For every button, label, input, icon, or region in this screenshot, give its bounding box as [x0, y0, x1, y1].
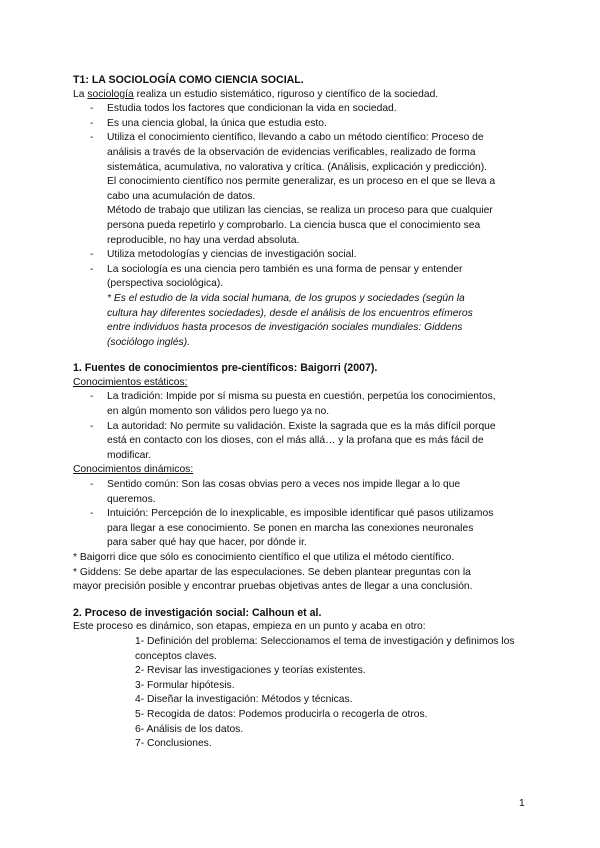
static-knowledge-label: Conocimientos estáticos: [73, 376, 188, 388]
bullet-continuation: Método de trabajo que utilizan las ciencias, se realiza un proceso para que cualquier [107, 205, 493, 217]
note-line: * Baigorri dice que sólo es conocimiento científico el que utiliza el método científico. [73, 552, 455, 563]
bullet-continuation: queremos. [107, 493, 156, 505]
note-line: mayor precisión posible y encontrar pruebas objetivas antes de llegar a una conclusión. [73, 581, 473, 593]
bullet-item [73, 248, 535, 263]
bullet-item [73, 131, 535, 146]
section1-heading: 1. Fuentes de conocimientos pre-científicos: Baigorri (2007). [73, 362, 378, 375]
bullet-text: La sociología es una ciencia pero también es una forma de pensar y entender [107, 263, 463, 275]
intro-pre: La [73, 88, 88, 100]
research-step: 1- Definición del problema: Seleccionamos el tema de investigación y definimos los [135, 635, 515, 647]
document-title: T1: LA SOCIOLOGÍA COMO CIENCIA SOCIAL. [73, 74, 304, 86]
bullet-item [73, 507, 535, 522]
bullet-item [73, 117, 535, 132]
research-step: 4- Diseñar la investigación: Métodos y técnicas. [135, 694, 353, 706]
dash-bullet-marker: - [90, 263, 94, 275]
dynamic-knowledge-list [73, 478, 535, 551]
bullet-continuation: para saber qué hay que hacer, por dónde ir. [107, 537, 307, 549]
bullet-text: Sentido común: Son las cosas obvias pero a veces nos impide llegar a lo que [107, 479, 461, 491]
bullet-continuation: sistemática, acumulativa, no valorativa y crítica. (Análisis, explicación y predicción). [107, 161, 487, 173]
research-step: 5- Recogida de datos: Podemos producirla o recogerla de otros. [135, 708, 428, 720]
bullet-text: Intuición: Percepción de lo inexplicable, es imposible identificar qué pasos utilizamos [107, 508, 494, 520]
bullet-continuation: análisis a través de la observación de evidencias verificables, realizado de forma [107, 146, 476, 158]
dash-bullet-marker: - [90, 117, 94, 129]
giddens-italic-quote [73, 292, 535, 350]
bullet-continuation: está en contacto con los dioses, con el más allá… y la profana que es más fácil de [107, 435, 484, 447]
bullet-continuation: reproducible, no hay una verdad absoluta. [107, 234, 300, 246]
bullet-item [73, 420, 535, 435]
dash-bullet-marker: - [90, 508, 94, 520]
bullet-text: Utiliza metodologías y ciencias de investigación social. [107, 249, 357, 261]
bullet-continuation: El conocimiento científico nos permite generalizar, es un proceso en el que se lleva a [107, 176, 496, 188]
bullet-item [73, 478, 535, 493]
bullet-item [73, 263, 535, 278]
spacer [73, 595, 535, 606]
bullet-continuation: (perspectiva sociológica). [107, 278, 224, 290]
dash-bullet-marker: - [90, 391, 94, 403]
dash-bullet-marker: - [90, 132, 94, 144]
note-line: * Giddens: Se debe apartar de las especulaciones. Se deben plantear preguntas con la [73, 566, 471, 578]
research-step: 7- Conclusiones. [135, 738, 212, 750]
bullet-continuation: persona pueda repetirlo y comprobarlo. La ciencia busca que el conocimiento sea [107, 219, 481, 231]
bullet-text: Estudia todos los factores que condicionan la vida en sociedad. [107, 103, 397, 115]
italic-line: entre individuos hasta procesos de investigación sociales mundiales: Giddens [107, 322, 463, 334]
section2-heading: 2. Proceso de investigación social: Calhoun et al. [73, 606, 322, 619]
italic-line: (sociólogo inglés). [107, 336, 190, 348]
section1-notes [73, 551, 535, 595]
page-number: 1 [519, 798, 525, 809]
static-knowledge-list [73, 390, 535, 463]
section2-intro: Este proceso es dinámico, son etapas, empieza en un punto y acaba en otro: [73, 621, 426, 633]
dash-bullet-marker: - [90, 249, 94, 261]
bullet-item [73, 102, 535, 117]
spacer [73, 350, 535, 361]
research-step: 2- Revisar las investigaciones y teorías existentes. [135, 665, 366, 677]
research-step-continuation: conceptos claves. [135, 650, 217, 662]
bullet-text: Es una ciencia global, la única que estudia esto. [107, 117, 327, 129]
research-steps-list [73, 635, 535, 752]
dash-bullet-marker: - [90, 479, 94, 491]
intro-post: realiza un estudio sistemático, riguroso y científico de la sociedad. [133, 88, 439, 100]
bullet-text: La tradición: Impide por sí misma su puesta en cuestión, perpetúa los conocimientos, [107, 391, 496, 403]
bullet-continuation: para llegar a ese conocimiento. Se ponen en marcha las conexiones neuronales [107, 522, 474, 534]
bullet-continuation: cabo una acumulación de datos. [107, 190, 256, 202]
bullet-continuation: en algún momento son válidos pero luego ya no. [107, 406, 330, 418]
bullet-continuation: modificar. [107, 449, 152, 461]
research-step: 3- Formular hipótesis. [135, 679, 235, 691]
dash-bullet-marker: - [90, 103, 94, 115]
intro-paragraph [73, 88, 535, 103]
dynamic-knowledge-label: Conocimientos dinámicos: [73, 464, 194, 476]
italic-line: * Es el estudio de la vida social humana, de los grupos y sociedades (según la [107, 292, 465, 304]
document-page [73, 73, 535, 752]
dash-bullet-marker: - [90, 420, 94, 432]
research-step: 6- Análisis de los datos. [135, 723, 244, 735]
bullet-list-definition [73, 102, 535, 292]
italic-line: cultura hay diferentes sociedades), desde el análisis de los encuentros efímeros [107, 307, 473, 319]
bullet-item [73, 390, 535, 405]
bullet-text: Utiliza el conocimiento científico, llevando a cabo un método científico: Proceso de [107, 132, 484, 144]
intro-term-sociologia: sociología [87, 88, 134, 100]
bullet-text: La autoridad: No permite su validación. Existe la sagrada que es la más difícil porque [107, 420, 496, 432]
